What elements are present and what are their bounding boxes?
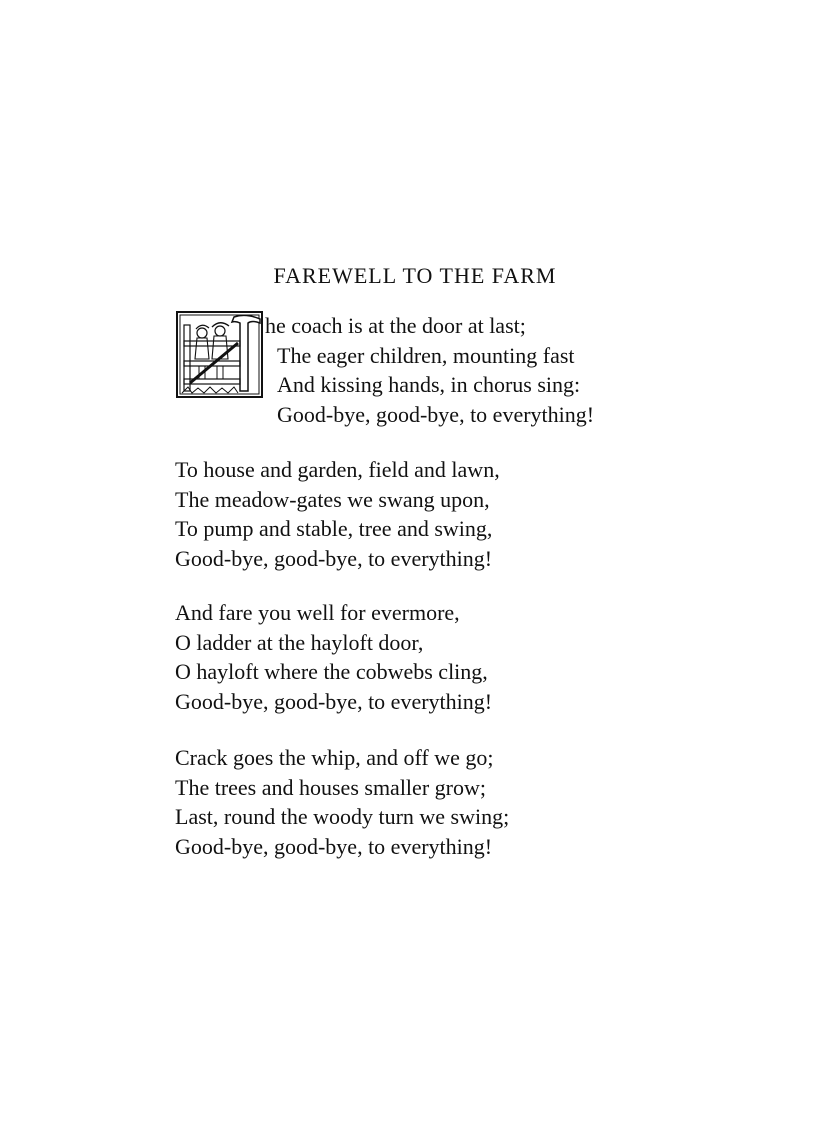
poem-line: Good-bye, good-bye, to everything! [175, 833, 493, 859]
poem-line: And kissing hands, in chorus sing: [277, 372, 581, 397]
poem-line: Crack goes the whip, and off we go; [175, 745, 494, 770]
poem-line: he coach is at the door at last; [265, 313, 526, 338]
poem-line: And fare you well for evermore, [175, 600, 460, 625]
poem-line: To house and garden, field and lawn, [175, 457, 500, 482]
poem-line: Good-bye, good-bye, to everything! [175, 545, 493, 571]
poem-line: O ladder at the hayloft door, [175, 629, 424, 655]
poem-line: O hayloft where the cobwebs cling, [175, 659, 488, 684]
poem-line: To pump and stable, tree and swing, [175, 516, 493, 541]
stanza-3 [175, 598, 492, 716]
poem-line: Last, round the woody turn we swing; [175, 804, 510, 829]
poem-title: FAREWELL TO THE FARM [273, 263, 557, 288]
poem-line: The meadow-gates we swang upon, [175, 486, 490, 512]
poem-line: The eager children, mounting fast [277, 342, 575, 368]
stanza-2 [175, 455, 500, 573]
stanza-1 [175, 311, 594, 429]
stanza-4 [175, 743, 509, 861]
poem-line: Good-bye, good-bye, to everything! [277, 401, 595, 427]
poem-line: The trees and houses smaller grow; [175, 774, 486, 800]
poem-line: Good-bye, good-bye, to everything! [175, 688, 493, 714]
